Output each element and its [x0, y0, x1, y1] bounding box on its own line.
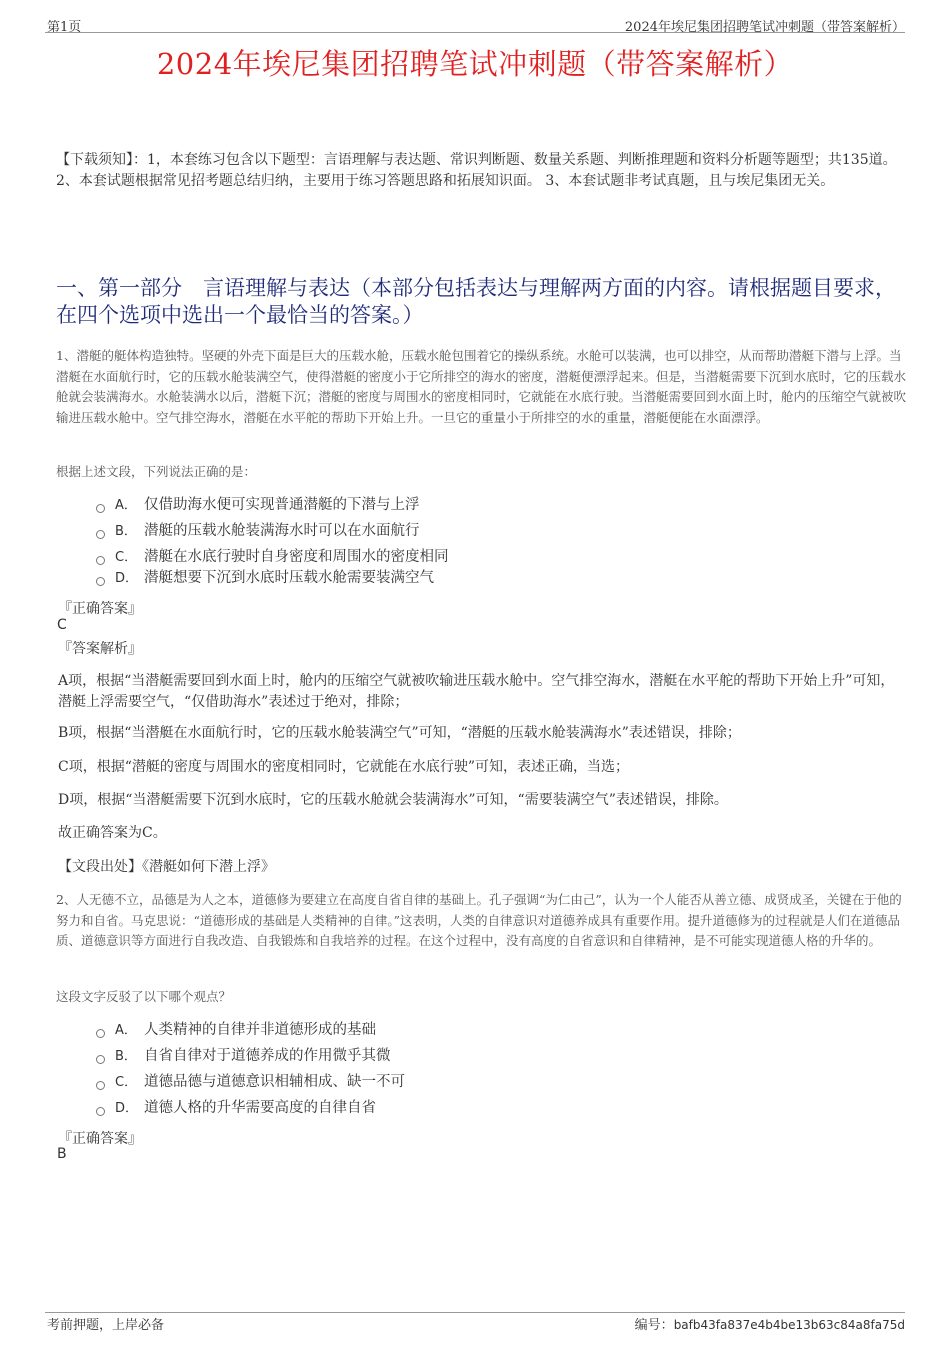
question-2-option-c[interactable]: C． 道德品德与道德意识相辅相成、缺一不可 [96, 1071, 405, 1093]
footer-code [635, 1314, 905, 1333]
question-1-conclusion: 故正确答案为C。 [58, 825, 167, 841]
header-page-label: 第1页 [47, 20, 82, 35]
question-1-answer: C [57, 617, 67, 633]
question-2-option-a[interactable]: A． 人类精神的自律并非道德形成的基础 [96, 1019, 376, 1041]
question-1-answer-label: 『正确答案』 [58, 601, 142, 617]
header-doc-title: 2024年埃尼集团招聘笔试冲刺题（带答案解析） [624, 20, 905, 35]
question-1-prompt: 根据上述文段，下列说法正确的是： [56, 464, 257, 479]
question-1-source: 【文段出处】《潜艇如何下潜上浮》 [58, 859, 275, 875]
radio-icon[interactable] [96, 1081, 105, 1090]
radio-icon[interactable] [96, 1107, 105, 1116]
footer-code-value: bafb43fa837e4b4be13b63c84a8fa75d [673, 1318, 905, 1332]
question-2-answer-label: 『正确答案』 [58, 1131, 142, 1147]
radio-icon[interactable] [96, 530, 105, 539]
question-1-option-d[interactable]: D． 潜艇想要下沉到水底时压载水舱需要装满空气 [96, 567, 434, 589]
question-1-option-b[interactable]: B． 潜艇的压载水舱装满海水时可以在水面航行 [96, 520, 420, 542]
radio-icon[interactable] [96, 577, 105, 586]
radio-icon[interactable] [96, 504, 105, 513]
question-2-answer: B [57, 1146, 67, 1162]
footer-slogan: 考前押题，上岸必备 [47, 1318, 165, 1333]
radio-icon[interactable] [96, 1055, 105, 1064]
question-1-analysis-b: B项，根据“当潜艇在水面航行时，它的压载水舱装满空气”可知，“潜艇的压载水舱装满海水”表述错误，排除； [58, 725, 741, 741]
question-1-option-c[interactable]: C． 潜艇在水底行驶时自身密度和周围水的密度相同 [96, 546, 449, 568]
question-2-passage: 2、人无德不立，品德是为人之本，道德修为要建立在高度自省自律的基础上。孔子强调“为仁由己”，认为一个人能否从善立德、成贤成圣，关键在于他的努力和自省。马克思说：“道德形成的基础是人类精神的自律。”这表明，人类的自律意识对道德养成具有重要作用。提升道德修为的过程就是人们在道德品质、道德意识等方面进行自我改造、自我锻炼和自我培养的过程。在这个过程中，没有高度的自省意识和自律精神，是不可能实现道德人格的升华的。 [56, 892, 902, 948]
question-1-analysis-d: D项，根据“当潜艇需要下沉到水底时，它的压载水舱就会装满海水”可知，“需要装满空气”表述错误，排除。 [58, 792, 728, 808]
question-2-option-d[interactable]: D． 道德人格的升华需要高度的自律自省 [96, 1097, 376, 1119]
header-divider [45, 32, 905, 33]
question-2-option-b[interactable]: B． 自省自律对于道德养成的作用微乎其微 [96, 1045, 391, 1067]
question-1-option-a[interactable]: A． 仅借助海水便可实现普通潜艇的下潜与上浮 [96, 494, 420, 516]
question-1-analysis-c: C项，根据“潜艇的密度与周围水的密度相同时，它就能在水底行驶”可知，表述正确，当选； [58, 759, 630, 775]
footer-divider [45, 1312, 905, 1313]
question-1-passage: 1、潜艇的艇体构造独特。坚硬的外壳下面是巨大的压载水舱，压载水舱包围着它的操纵系统。水舱可以装满，也可以排空，从而帮助潜艇下潜与上浮。当潜艇在水面航行时，它的压载水舱装满空气，使得潜艇的密度小于它所排空的海水的密度，潜艇便漂浮起来。但是，当潜艇需要下沉到水底时，它的压载水舱就会装满海水。水舱装满水以后，潜艇下沉；潜艇的密度与周围水的密度相同时，它就能在水底行驶。当潜艇需要回到水面上时，舱内的压缩空气就被吹输进压载水舱中。空气排空海水，潜艇在水平舵的帮助下开始上升。一旦它的重量小于所排空的水的重量，潜艇便能在水面漂浮。 [56, 348, 907, 425]
radio-icon[interactable] [96, 1029, 105, 1038]
question-1-analysis-label: 『答案解析』 [58, 641, 142, 657]
footer-code-label: 编号： [634, 1318, 674, 1333]
radio-icon[interactable] [96, 556, 105, 565]
question-2-prompt: 这段文字反驳了以下哪个观点？ [56, 989, 232, 1004]
page-title: 2024年埃尼集团招聘笔试冲刺题（带答案解析） [156, 47, 794, 81]
section-heading: 一、第一部分 言语理解与表达（本部分包括表达与理解两方面的内容。请根据题目要求，在四个选项中选出一个最恰当的答案。） [56, 276, 896, 327]
download-notice: 【下载须知】：1，本套练习包含以下题型：言语理解与表达题、常识判断题、数量关系题、判断推理题和资料分析题等题型；共135道。 2、本套试题根据常见招考题总结归纳，主要用于练习答题思路和拓展知识面。 3、本套试题非考试真题，且与埃尼集团无关。 [56, 152, 897, 189]
question-1-analysis-a: A项，根据“当潜艇需要回到水面上时，舱内的压缩空气就被吹输进压载水舱中。空气排空海水，潜艇在水平舵的帮助下开始上升”可知，潜艇上浮需要空气，“仅借助海水”表述过于绝对，排除； [58, 673, 895, 710]
